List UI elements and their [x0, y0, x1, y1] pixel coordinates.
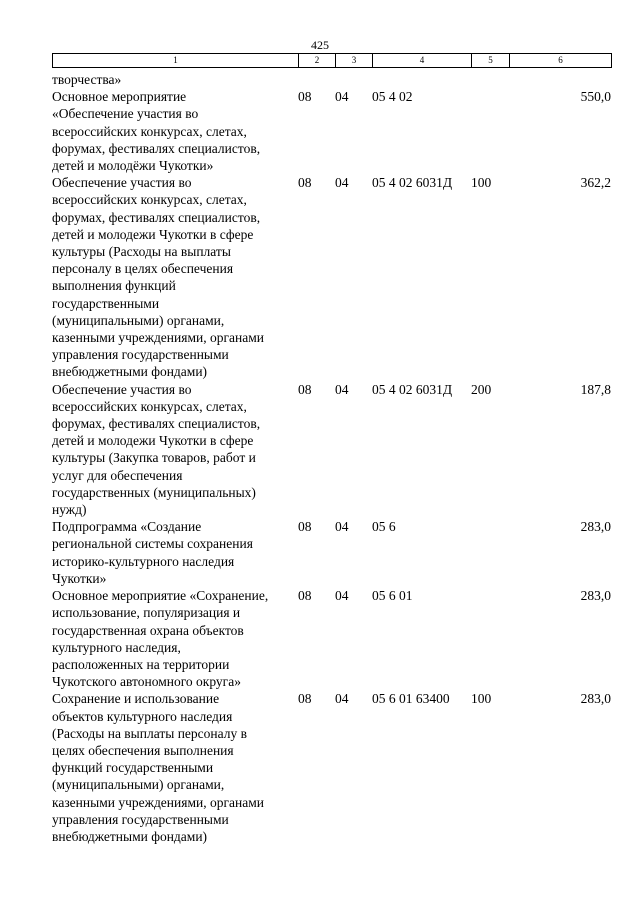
amount: 283,0 — [580, 588, 611, 604]
expense-code: 100 — [471, 175, 492, 191]
item-name: Обеспечение участия во всероссийских конкурсах, слетах, форумах, фестивалях специалистов, детей и молодежи Чукотки в сфере культуры (Расходы на выплаты персоналу в целях обеспечения выполнения функций государственными (муниципальными) органами, казенными учреждениями, органами управления государственными внебюджетными фондами) — [52, 175, 264, 380]
target-code: 05 4 02 6031Д — [372, 381, 453, 397]
item-name: Основное мероприятие «Сохранение, использование, популяризация и государственная охрана объектов культурного наследия, расположенных на территории Чукотского автономного округа» — [52, 588, 269, 690]
section-code: 08 — [298, 691, 312, 707]
section-code: 08 — [298, 381, 312, 397]
expense-code — [471, 88, 509, 174]
subsection-code: 04 — [335, 175, 349, 191]
subsection-code — [335, 71, 372, 88]
column-header: 6 — [510, 54, 612, 68]
column-header: 5 — [472, 54, 510, 68]
amount: 187,8 — [580, 381, 611, 397]
budget-table — [52, 71, 611, 845]
subsection-code: 04 — [335, 588, 349, 604]
item-name: Сохранение и использование объектов культурного наследия (Расходы на выплаты персоналу в целях обеспечения выполнения функций государственными (муниципальными) органами, казенными учреждениями, органами управления государственными внебюджетными фондами) — [52, 691, 264, 844]
subsection-code: 04 — [335, 519, 349, 535]
expense-code: 100 — [471, 691, 492, 707]
target-code: 05 4 02 6031Д — [372, 175, 453, 191]
table-row — [52, 71, 611, 88]
table-row — [52, 381, 611, 519]
column-header: 4 — [373, 54, 472, 68]
amount: 550,0 — [580, 89, 611, 105]
table-row — [52, 174, 611, 380]
subsection-code: 04 — [335, 89, 349, 105]
column-header: 1 — [53, 54, 299, 68]
amount — [509, 71, 611, 88]
section-code: 08 — [298, 175, 312, 191]
section-code: 08 — [298, 519, 312, 535]
target-code: 05 6 01 — [372, 588, 413, 604]
column-header: 2 — [299, 54, 336, 68]
section-code — [298, 71, 335, 88]
expense-code — [471, 518, 509, 587]
page-number: 425 — [311, 38, 329, 52]
column-number-header — [52, 53, 612, 68]
table-row — [52, 88, 611, 174]
item-name: Подпрограмма «Создание региональной системы сохранения историко-культурного наследия Чукотки» — [52, 519, 253, 586]
header-row — [53, 54, 612, 68]
expense-code: 200 — [471, 381, 492, 397]
target-code: 05 4 02 — [372, 89, 413, 105]
target-code: 05 6 01 63400 — [372, 691, 450, 707]
item-name: Основное мероприятие «Обеспечение участия во всероссийских конкурсах, слетах, форумах, фестивалях специалистов, детей и молодёжи Чукотки» — [52, 89, 261, 174]
table-row — [52, 690, 611, 845]
column-header: 3 — [336, 54, 373, 68]
target-code — [372, 71, 471, 88]
subsection-code: 04 — [335, 691, 349, 707]
amount: 283,0 — [580, 691, 611, 707]
table-row — [52, 518, 611, 587]
amount: 283,0 — [580, 519, 611, 535]
subsection-code: 04 — [335, 381, 349, 397]
item-name: творчества» — [52, 72, 122, 87]
expense-code — [471, 71, 509, 88]
expense-code — [471, 587, 509, 690]
amount: 362,2 — [580, 175, 611, 191]
target-code: 05 6 — [372, 519, 396, 535]
table-row — [52, 587, 611, 690]
section-code: 08 — [298, 588, 312, 604]
item-name: Обеспечение участия во всероссийских конкурсах, слетах, форумах, фестивалях специалистов, детей и молодежи Чукотки в сфере культуры (Закупка товаров, работ и услуг для обеспечения государственных (муниципальных) нужд) — [52, 381, 261, 518]
section-code: 08 — [298, 89, 312, 105]
